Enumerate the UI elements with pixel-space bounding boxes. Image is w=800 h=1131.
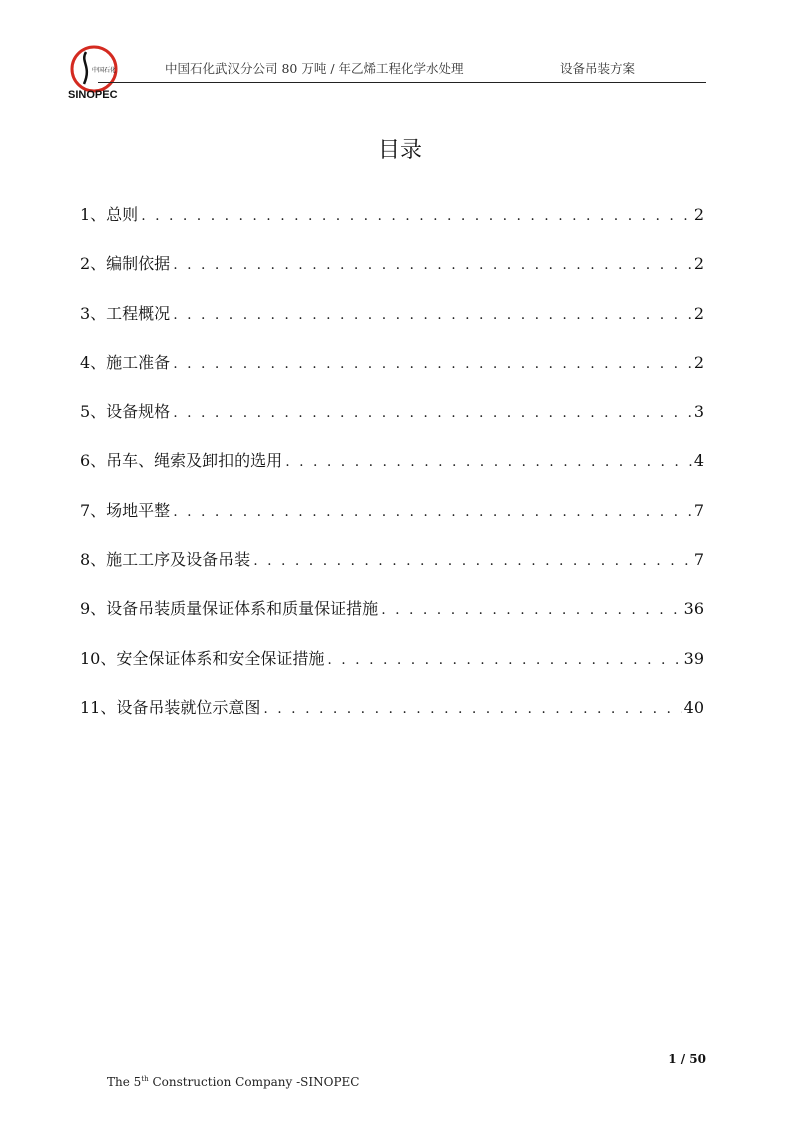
toc-entry-label: 3、工程概况: [80, 303, 171, 323]
toc-leader-dots: [381, 598, 681, 622]
page-header: [0, 0, 800, 105]
toc-leader-dots: [253, 549, 692, 573]
toc-leader-dots: [173, 401, 692, 425]
toc-leader-dots: [263, 697, 681, 721]
toc-entry-3[interactable]: [80, 302, 704, 351]
toc-entry-page: 40: [683, 697, 704, 717]
toc-entry-label: 11、设备吊装就位示意图: [80, 697, 261, 717]
header-project-title: 中国石化武汉分公司 80 万吨 / 年乙烯工程化学水处理: [165, 61, 464, 76]
toc-leader-dots: [173, 500, 692, 524]
toc-entry-10[interactable]: [80, 647, 704, 696]
toc-title: 目录: [377, 138, 422, 163]
toc-entry-label: 2、编制依据: [80, 254, 171, 274]
toc-entry-9[interactable]: [80, 597, 704, 646]
toc-entry-page: 2: [693, 352, 704, 372]
toc-entry-page: 4: [693, 451, 704, 471]
toc-entry-label: 4、施工准备: [80, 352, 171, 372]
footer-company: [107, 1075, 359, 1089]
toc-leader-dots: [173, 352, 692, 376]
toc-entry-page: 39: [683, 648, 704, 668]
footer-company-superscript: th: [141, 1075, 149, 1083]
toc-entry-label: 8、施工工序及设备吊装: [80, 550, 251, 570]
toc-leader-dots: [285, 450, 692, 474]
toc-entry-page: 2: [693, 254, 704, 274]
toc-entry-page: 2: [693, 205, 704, 224]
toc-leader-dots: [173, 253, 692, 277]
toc-entry-7[interactable]: [80, 499, 704, 548]
header-divider: [98, 82, 706, 83]
toc-entry-page: 7: [693, 500, 704, 520]
toc-entry-label: 9、设备吊装质量保证体系和质量保证措施: [80, 599, 379, 619]
svg-text:中国石化: 中国石化: [92, 67, 117, 74]
toc-entry-page: 2: [693, 303, 704, 323]
toc-entry-11[interactable]: [80, 696, 704, 745]
toc-entry-1[interactable]: [80, 203, 704, 252]
toc-entry-label: 5、设备规格: [80, 402, 171, 422]
header-document-title: 设备吊装方案: [560, 61, 636, 76]
toc-entry-6[interactable]: [80, 449, 704, 498]
toc-entry-5[interactable]: [80, 400, 704, 449]
toc-entry-page: 3: [693, 402, 704, 422]
toc-entry-2[interactable]: [80, 252, 704, 301]
toc-entry-label: 6、吊车、绳索及卸扣的选用: [80, 451, 283, 471]
footer-company-suffix: Construction Company -SINOPEC: [148, 1075, 360, 1089]
toc-entry-8[interactable]: [80, 548, 704, 597]
toc-entry-label: 10、安全保证体系和安全保证措施: [80, 648, 325, 668]
sinopec-logo: [64, 44, 124, 100]
toc-entry-label: 1、总则: [80, 205, 139, 224]
toc-leader-dots: [327, 648, 681, 672]
toc-entry-page: 36: [683, 599, 704, 619]
toc-entry-4[interactable]: [80, 351, 704, 400]
svg-text:SINOPEC: SINOPEC: [68, 89, 118, 100]
toc-entry-page: 7: [693, 550, 704, 570]
footer-company-prefix: The 5: [107, 1075, 142, 1089]
toc-entry-label: 7、场地平整: [80, 500, 171, 520]
toc-leader-dots: [173, 303, 692, 327]
toc-leader-dots: [141, 204, 692, 228]
table-of-contents: [80, 203, 704, 745]
page-number: 1 / 50: [668, 1052, 706, 1066]
